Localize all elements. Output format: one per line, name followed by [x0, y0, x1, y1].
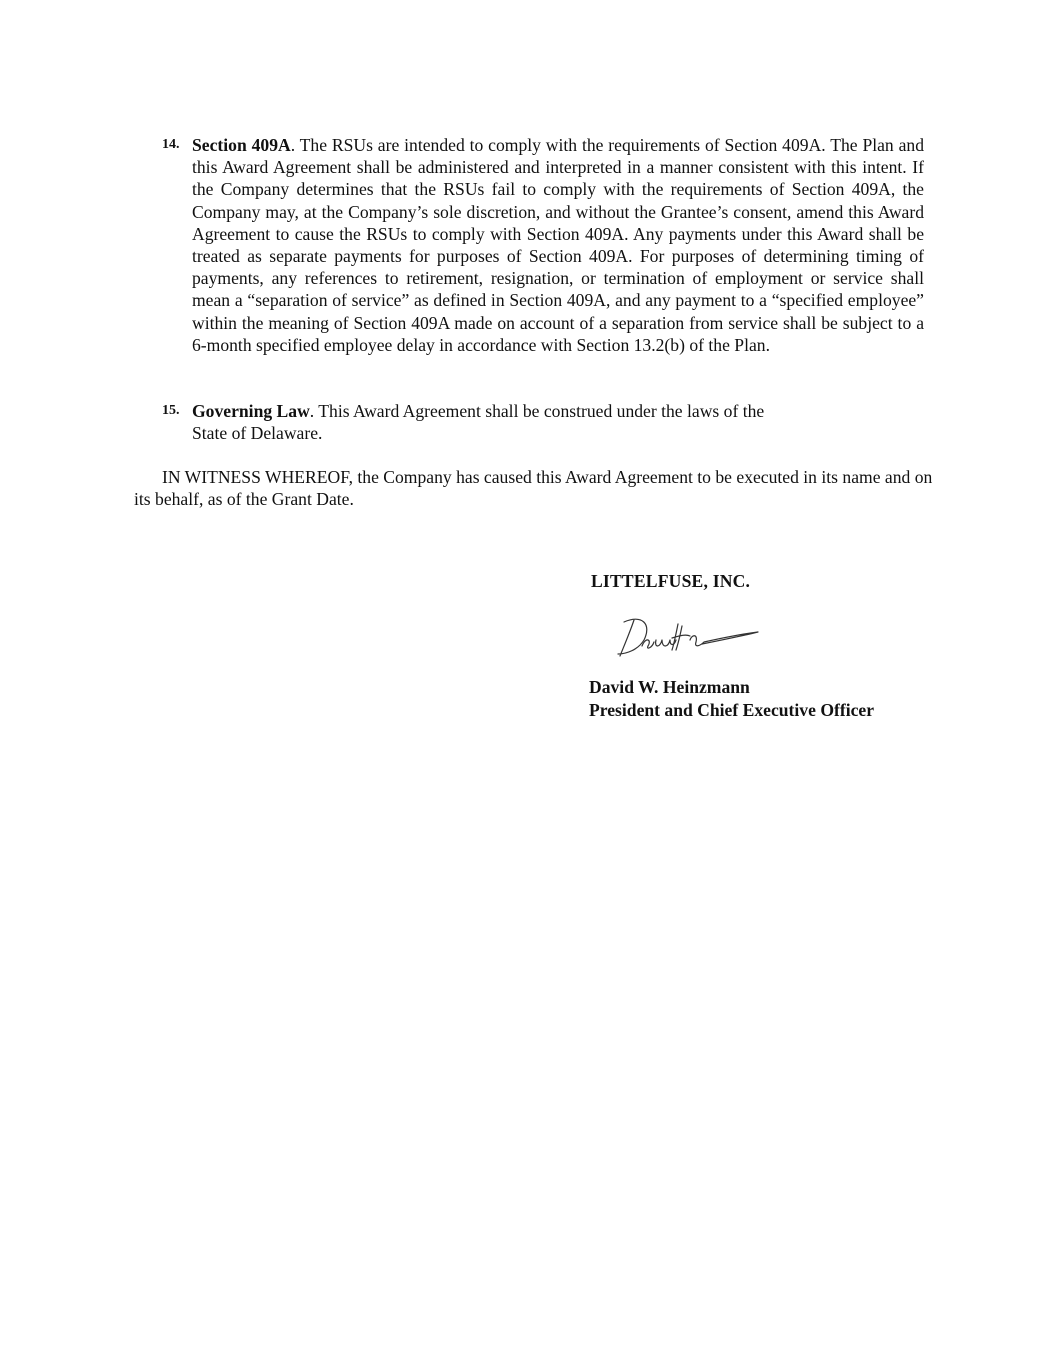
section-text: . This Award Agreement shall be construed under the laws of the	[309, 401, 765, 421]
section-14	[162, 134, 924, 356]
signer-name: David W. Heinzmann	[589, 677, 750, 697]
section-text: . The RSUs are intended to comply with the requirements of Section 409A. The Plan and this Award Agreement shall be administered and interpreted in a manner consistent with this intent. If the Company determines that the RSUs fail to comply with the requirements of Section 409A, the Company may, at the Company’s sole discretion, and without the Grantee’s consent, amend this Award Agreement to cause the RSUs to comply with Section 409A. Any payments under this Award shall be treated as separate payments for purposes of Section 409A. For purposes of determining timing of payments, any references to retirement, resignation, or termination of employment or service shall mean a “separation of service” as defined in Section 409A, and any payment to a “specified employee” within the meaning of Section 409A made on account of a separation from service shall be subject to a 6-month specified employee delay in accordance with Section 13.2(b) of the Plan.	[192, 135, 924, 355]
section-number: 14.	[162, 137, 180, 152]
signature-image	[612, 610, 762, 662]
section-heading: Governing Law	[192, 401, 310, 421]
section-number: 15.	[162, 403, 180, 418]
section-body	[192, 134, 924, 356]
section-text-continued: State of Delaware.	[192, 423, 323, 444]
section-heading: Section 409A	[192, 135, 291, 155]
witness-paragraph: IN WITNESS WHEREOF, the Company has caused this Award Agreement to be executed in its name and on its behalf, as of the Grant Date.	[134, 467, 933, 510]
company-name: LITTELFUSE, INC.	[591, 571, 751, 591]
signer-title: President and Chief Executive Officer	[589, 700, 875, 720]
signer-block	[589, 676, 874, 722]
section-15	[162, 400, 924, 444]
section-body	[192, 400, 924, 444]
